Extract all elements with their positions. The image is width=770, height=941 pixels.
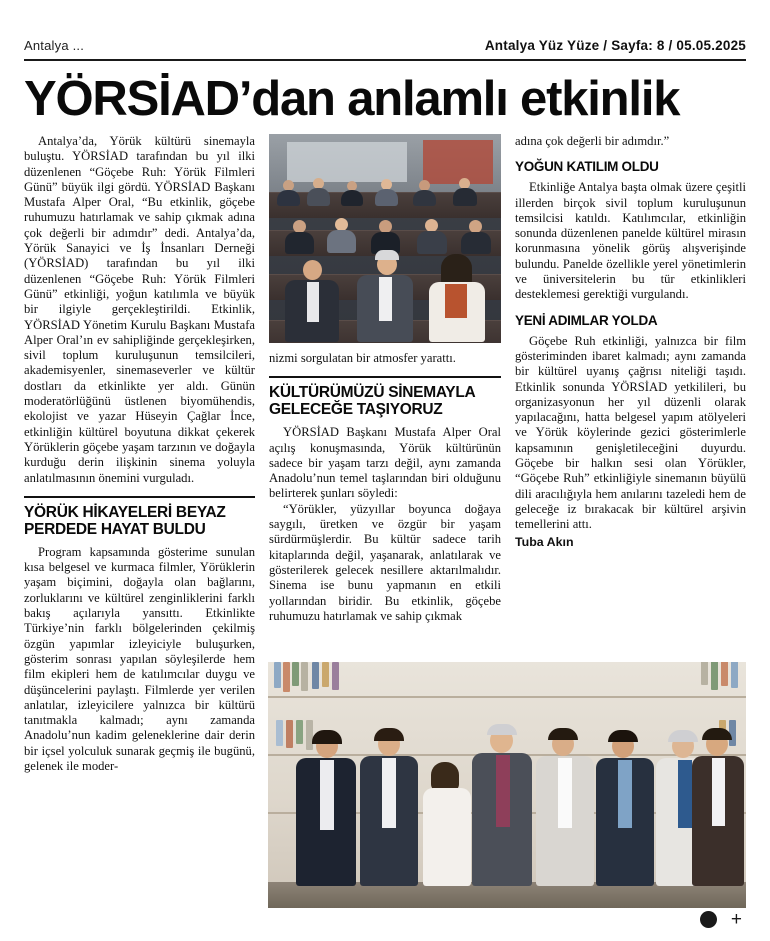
- masthead: [24, 0, 746, 61]
- group-portrait-photo: [268, 662, 746, 908]
- page-footer-controls[interactable]: [700, 910, 742, 929]
- col1-subheading: YÖRÜK HİKAYELERİ BEYAZ PERDEDE HAYAT BULDU: [24, 496, 255, 538]
- page-title: YÖRSİAD’dan anlamlı etkinlik: [24, 72, 680, 126]
- masthead-right-label: Antalya Yüz Yüze / Sayfa: 8 / 05.05.2025: [484, 38, 746, 53]
- masthead-left-label: Antalya ...: [24, 38, 85, 53]
- column-2: [269, 134, 501, 624]
- auditorium-audience-photo: [269, 134, 501, 343]
- record-dot-icon[interactable]: [700, 911, 717, 928]
- col3-subheading-2: YENİ ADIMLAR YOLDA: [515, 312, 658, 328]
- col1-paragraph-1: Antalya’da, Yörük kültürü sinemayla buluştu. YÖRSİAD tarafından bu yıl ilki düzenlenen “Göçebe Ruh: Yörük Filmleri Günü” büyük ilgi gördü. YÖRSİAD Başkanı Mustafa Alper Oral, “Bu etkinlik, göçebe ruhumuzu hatırlamak ve sahip çıkmak adına çok değerli bir adımdır” dedi. Antalya’da, Yörük Sanayici ve İş İnsanları Derneği (YÖRSİAD) tarafından bu yıl ilki düzenlenen “Göçebe Ruh: Yörük Filmleri Günü” etkinliği, yoğun katılımla ve büyük bir ilgiyle gerçekleştirildi. Etkinlik, YÖRSİAD Yönetim Kurulu Başkanı Mustafa Alper Oral’ın ev sahipliğinde gerçekleşirken, sivil toplum kuruluşunun temsilcileri, akademisyenler, sinemaseverler ve kültür dostları da etkinlikte yer aldı. Günün moderatörlüğünü üstlenen biyomühendis, ekolojist ve yazar Hüseyin Çağlar İnce, etkinliğin kültürel boyutuna dikkat çekerek Yörüklerin göçebe yaşam tarzının ve doğayla kurduğu derin ilişkinin sinema yoluyla anlatılmasının önemini vurguladı.: [24, 134, 255, 485]
- col3-paragraph-2: Etkinliğe Antalya başta olmak üzere çeşitli illerden birçok sivil toplum kuruluşunun temsilcisi katıldı. Katılımcılar, etkinliğin sonunda düzenlenen panelde kültürel mirasın korunmasına yönelik görüş alışverişinde bulundu. Panelde özellikle yerel yönetimlerin ve üniversitelerin bu tür etkinlikleri desteklemesi gerektiği vurgulandı.: [515, 180, 746, 302]
- col3-subheading-1: YOĞUN KATILIM OLDU: [515, 159, 659, 175]
- column-3: [515, 134, 746, 551]
- col2-paragraph-3: “Yörükler, yüzyıllar boyunca doğaya saygılı, üretken ve özgür bir yaşam sürdürmüşlerdir. Bu kültür sadece tarih kitaplarında değil, yaşanarak, anlatılarak ve gösterilerek gelecek nesillere aktarılmalıdır. Sinema ise bunu yapmanın en etkili yollarından biridir. Bu etkinlik, göçebe ruhumuzu hatırlamak ve sahip çıkmak: [269, 501, 501, 623]
- col3-paragraph-1: adına çok değerli bir adımdır.”: [515, 134, 670, 148]
- col2-paragraph-2: YÖRSİAD Başkanı Mustafa Alper Oral açılış konuşmasında, Yörük kültürünün sadece bir yaşam tarzı değil, aynı zamanda Anadolu’nun temel taşlarından biri olduğunu belirterek şunları söyledi:: [269, 425, 501, 501]
- column-1: [24, 134, 255, 774]
- plus-icon[interactable]: +: [730, 909, 742, 930]
- col1-paragraph-2: Program kapsamında gösterime sunulan kısa belgesel ve kurmaca filmler, Yörüklerin yaşam biçimini, doğayla olan bağlarını, zorluklarını ve kültürel zenginliklerini farklı bakış açılarıyla yansıttı. Etkinlikte Türkiye’nin farklı bölgelerinden çekilmiş özgün yapımlar izleyiciyle buluşurken, gösterim sonrası yapılan söyleşilerde hem film ekipleri hem de katılımcılar duygu ve düşüncelerini paylaştı. Filmlerde yer verilen anlatılar, izleyicilere yalnızca bir kültürü tanıtmakla kalmadı; aynı zamanda Anadolu’nun kadim geleneklerine dair derin bir içsel yolculuk sunarak geçmiş ile bugünü, gelenek ile moder-: [24, 544, 255, 773]
- col3-paragraph-3: Göçebe Ruh etkinliği, yalnızca bir film gösteriminden ibaret kalmadı; aynı zamanda bir kültürel uyanış çağrısı niteliği taşıdı. Etkinlik sonunda YÖRSİAD yetkilileri, bu organizasyonun her yıl düzenli olarak yapılacağını, hatta belgesel yapım atölyeleri ve Yörük köylerinde gezici gösterimlerle kapsamının genişletileceğini duyurdu. Göçebe bir halkın sesi olan Yörükler, “Göçebe Ruh” etkinliğiyle sinemanın büyülü dili aracılığıyla hem anılarını tazeledi hem de geleceğe iz bırakacak bir kültürel arşivin temellerini attı.: [515, 333, 746, 532]
- article-byline: Tuba Akın: [515, 534, 574, 549]
- col2-paragraph-1: nizmi sorgulatan bir atmosfer yarattı.: [269, 351, 456, 365]
- col2-subheading: KÜLTÜRÜMÜZÜ SİNEMAYLA GELECEĞE TAŞIYORUZ: [269, 376, 501, 418]
